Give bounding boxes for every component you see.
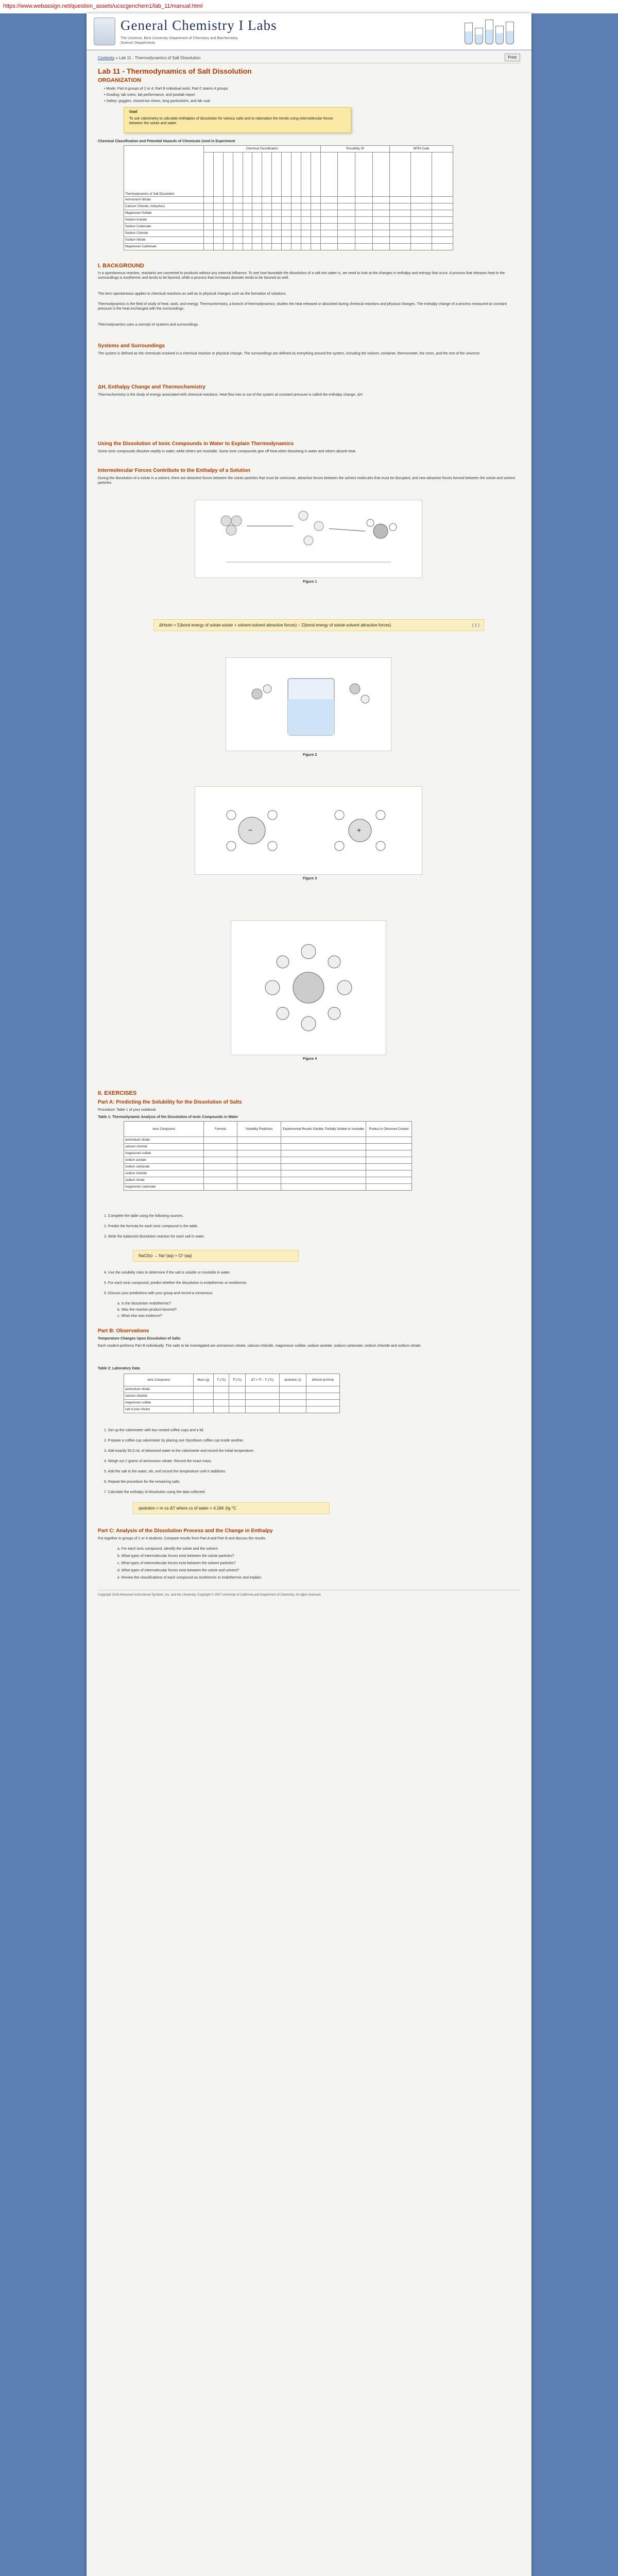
subtitle-line-2: Science Departments (121, 41, 155, 45)
table-row: Sodium Chloride (124, 230, 453, 237)
breadcrumb (98, 56, 200, 60)
ion-charge-label: + (357, 826, 362, 834)
equation-number: ( 1 ) (472, 623, 479, 628)
part-b-heading: Part B: Observations (98, 1328, 149, 1334)
step-item: 1. Set up the calorimeter with two nested coffee cups and a lid. (104, 1429, 204, 1432)
table-row: Sodium Acetate (124, 217, 453, 224)
table-2-caption: Table 2: Laboratory Data (98, 1367, 140, 1370)
enthalpy-text: Thermochemistry is the study of energy associated with chemical reactions. Heat flow into or out of the system at constant pressure is called the enthalpy change, ΔH. (98, 393, 364, 397)
lab-manual-page (87, 13, 531, 2576)
table-row: sodium acetate (124, 1157, 412, 1164)
using-dissolution-heading: Using the Dissolution of Ionic Compounds in Water to Explain Thermodynamics (98, 441, 294, 447)
hydrated-ions-illustration (195, 787, 422, 874)
part-c-item: a. For each ionic compound, identify the solute and the solvent. (117, 1547, 219, 1551)
print-button[interactable]: Print (505, 54, 520, 61)
figure-2 (226, 657, 391, 751)
ion-charge-label: − (248, 826, 253, 834)
equation-box (153, 619, 484, 631)
hazard-table-row-label: Thermodynamics of Salt Dissolution (124, 146, 204, 197)
part-c-item: e. Review the classifications of each compound as exothermic or endothermic and explain. (117, 1576, 262, 1580)
figure-4 (231, 920, 386, 1055)
table-row: sodium carbonate (124, 1164, 412, 1171)
background-paragraph: Thermodynamics uses a concept of systems and surroundings. (98, 323, 199, 327)
question-item: a. Is the dissolution endothermic? (117, 1302, 171, 1306)
table-row: sodium chloride (124, 1171, 412, 1177)
enthalpy-heading: ΔH, Enthalpy Change and Thermochemistry (98, 384, 205, 390)
heat-equation: qsolution = m·cs·ΔT where cs of water = 4.184 J/g·°C (139, 1506, 236, 1511)
step-item: 2. Prepare a coffee cup calorimeter by placing one Styrofoam coffee cup inside another. (104, 1439, 244, 1443)
hazard-group-header: NFPA Code (390, 146, 453, 152)
browser-url-bar[interactable] (0, 0, 618, 13)
table-row: magnesium sulfate (124, 1150, 412, 1157)
table-row: calcium chloride (124, 1393, 340, 1400)
beaker-dissolution-illustration (226, 658, 391, 751)
site-header (87, 13, 531, 50)
organization-item: • Grading: lab notes, lab performance, and postlab report (104, 93, 195, 97)
question-item: c. What else was evidence? (117, 1314, 162, 1318)
step-item: 1. Complete the table using the following sources. (104, 1214, 184, 1218)
table-row: Magnesium Carbonate (124, 244, 453, 250)
imf-heading: Intermolecular Forces Contribute to the Enthalpy of a Solution (98, 468, 251, 473)
part-c-heading: Part C: Analysis of the Dissolution Process and the Change in Enthalpy (98, 1528, 273, 1534)
background-heading: I. BACKGROUND (98, 263, 144, 269)
table-row: Sodium Carbonate (124, 224, 453, 230)
imf-text: During the dissolution of a solute in a solvent, there are attractive forces between the solute particles that must be overcome, attractive forces between the solvent molecules that must be disrupted, and new attractive forces formed between the solute and solvent particles. (98, 477, 516, 485)
organization-heading: ORGANIZATION (98, 77, 142, 83)
table-row: sodium nitrate (124, 1177, 412, 1184)
hazard-table (124, 145, 453, 250)
using-dissolution-text: Some ionic compounds dissolve readily in water, while others are insoluble. Some ionic compounds give off heat when dissolving in water and others absorb heat. (98, 450, 356, 453)
site-title: General Chemistry I Labs (121, 18, 277, 33)
step-item: 7. Calculate the enthalpy of dissolution using the data collected. (104, 1490, 206, 1494)
figure-1 (195, 500, 422, 578)
table-row: Calcium Chloride, Anhydrous (124, 204, 453, 210)
hazard-group-header: Chemical Classification (204, 146, 321, 152)
question-item: b. Was the reaction product-favored? (117, 1308, 177, 1312)
hazard-group-header: Possibility Of (320, 146, 389, 152)
reaction-equation-box (133, 1250, 299, 1262)
goal-text: To use calorimetry to calculate enthalpies of dissolution for various salts and to rationalize the trends using intermolecular forces between the solute and water. (129, 117, 333, 125)
table-row: magnesium carbonate (124, 1184, 412, 1191)
table-2: Ionic Compound Mass (g) Ti (°C) Tf (°C) ΔT = Tf − Ti (°C) qsolution (J) ΔHsoln (kJ/mol) ammonium nitrate calcium chloride magnesium sulfate salt of your choice (124, 1374, 340, 1413)
lab-glassware-icon (462, 18, 524, 44)
part-c-item: b. What types of intermolecular forces exist between the solute particles? (117, 1554, 234, 1558)
step-item: 6. Repeat the procedure for the remaining salts. (104, 1480, 181, 1484)
step-item: 3. Write the balanced dissolution reaction for each salt in water. (104, 1235, 205, 1239)
systems-heading: Systems and Surroundings (98, 343, 165, 349)
goal-title: Goal (129, 110, 138, 114)
goal-box (124, 107, 351, 133)
breadcrumb-contents-link[interactable]: Contents (98, 56, 115, 60)
part-a-heading: Part A: Predicting the Solubility for the Dissolution of Salts (98, 1099, 242, 1105)
background-paragraph: In a spontaneous reaction, reactants are converted to products without any external influence. To see how favorable the dissolution of a salt into water is, we need to look at the changes in enthalpy and entropy that occur. A process that releases heat to the surroundings is exothermic and tends to be favored, while a process that increases disorder tends to be favored as well. (98, 272, 505, 280)
dissolution-energy-diagram (195, 500, 422, 578)
part-c-item: d. What types of intermolecular forces exist between the solute and solvent? (117, 1569, 239, 1572)
copyright-footer: Copyright 2016 Advanced Instructional Systems, Inc. and the University. Copyright © 2007 University of California and Department of Chemistry. All rights reserved. (98, 1594, 321, 1597)
breadcrumb-separator: » (115, 56, 119, 60)
hazard-table-caption: Chemical Classification and Potential Hazards of Chemicals Used in Experiment (98, 140, 235, 143)
site-subtitle (121, 36, 238, 45)
table-row: calcium chloride (124, 1144, 412, 1150)
figure-caption: Figure 2 (303, 753, 317, 757)
table-1-caption: Table 1: Thermodynamic Analysis of the Dissolution of Ionic Compounds in Water (98, 1115, 238, 1119)
figure-caption: Figure 3 (303, 877, 317, 880)
step-item: 5. Add the salt to the water, stir, and record the temperature until it stabilizes. (104, 1470, 226, 1473)
equation-text: ΔHsoln = Σ(bond energy of solute-solute + solvent-solvent attractive forces) − Σ(bond energy of solute-solvent attractive forces) (159, 623, 391, 628)
table-row: magnesium sulfate (124, 1400, 340, 1406)
table-row: Sodium Nitrate (124, 237, 453, 244)
background-paragraph: Thermodynamics is the field of study of heat, work, and energy. Thermochemistry, a branch of thermodynamics, studies the heat released or absorbed during chemical reactions and physical changes. The enthalpy change of a process measured at constant pressure is the heat exchanged with the surroundings. (98, 302, 507, 311)
step-item: 3. Add exactly 50.0 mL of deionized water to the calorimeter and record the initial temperature. (104, 1449, 254, 1453)
exercises-heading: II. EXERCISES (98, 1090, 137, 1096)
part-c-intro: Put together in groups of 2 or 4 students. Compare results from Part A and Part B and discuss the results. (98, 1537, 266, 1540)
subtitle-line-1: The Universe, Best University Department of Chemistry and Biochemistry (121, 37, 238, 40)
figure-caption: Figure 4 (303, 1057, 317, 1061)
university-seal-icon (94, 18, 115, 45)
breadcrumb-current: Lab 11 - Thermodynamics of Salt Dissolution (118, 56, 201, 60)
step-item: 6. Discuss your predictions with your group and record a consensus. (104, 1292, 214, 1295)
table-row: Ammonium Nitrate (124, 197, 453, 204)
part-a-intro: Procedure: Table 1 of your notebook (98, 1108, 156, 1112)
background-paragraph: The term spontaneous applies to chemical reactions as well as to physical changes such as the formation of solutions. (98, 292, 287, 296)
figure-3 (195, 786, 422, 875)
sodium-ion-hydration-illustration (231, 921, 386, 1055)
step-item: 2. Predict the formula for each ionic compound in the table. (104, 1225, 198, 1228)
part-b-intro: Each student performs Part B individually. The salts to be investigated are ammonium nitrate, calcium chloride, magnesium sulfate, sodium acetate, sodium carbonate, sodium chloride and sodium nitrate. (98, 1344, 422, 1348)
lab-title: Lab 11 - Thermodynamics of Salt Dissolution (98, 67, 252, 75)
table-row: Magnesium Sulfate (124, 210, 453, 217)
figure-caption: Figure 1 (303, 580, 317, 584)
systems-text: The system is defined as the chemicals involved in a chemical reaction or physical change. The surroundings are defined as everything around the system, including the solvent, container, thermometer, the room, and the rest of the universe. (98, 352, 481, 355)
organization-item: • Safety: goggles, closed-toe shoes, long pants/skirts, and lab coat (104, 99, 210, 103)
step-item: 5. For each ionic compound, predict whether the dissolution is endothermic or exothermic. (104, 1281, 248, 1285)
heat-equation-box (133, 1502, 330, 1514)
table-row: ammonium nitrate (124, 1137, 412, 1144)
part-b-subheading: Temperature Changes Upon Dissolution of Salts (98, 1337, 181, 1341)
table-row: ammonium nitrate (124, 1386, 340, 1393)
reaction-equation: NaCl(s) → Na⁺(aq) + Cl⁻(aq) (139, 1253, 192, 1258)
table-1: Ionic Compound Formula Solubility Prediction Experimental Results Soluble, Partially Soluble or Insoluble Product in Observed Context ammonium nitrate calcium chloride magnesium sulfate sodium acetate sodium carbonate sodium chloride sodium nitrate magnesium carbonate (124, 1121, 412, 1191)
part-c-item: c. What types of intermolecular forces exist between the solvent particles? (117, 1562, 236, 1565)
table-row: salt of your choice (124, 1406, 340, 1413)
step-item: 4. Use the solubility rules to determine if the salt is soluble or insoluble in water. (104, 1271, 231, 1275)
url-text[interactable]: https://www.webassign.net/question_assets/ucscgenchem1/lab_11/manual.html (3, 3, 203, 9)
organization-item: • Mode: Part A groups of 2 or 4; Part B individual work; Part C teams 4 groups (104, 87, 228, 91)
step-item: 4. Weigh out 2 grams of ammonium nitrate. Record the exact mass. (104, 1460, 212, 1463)
